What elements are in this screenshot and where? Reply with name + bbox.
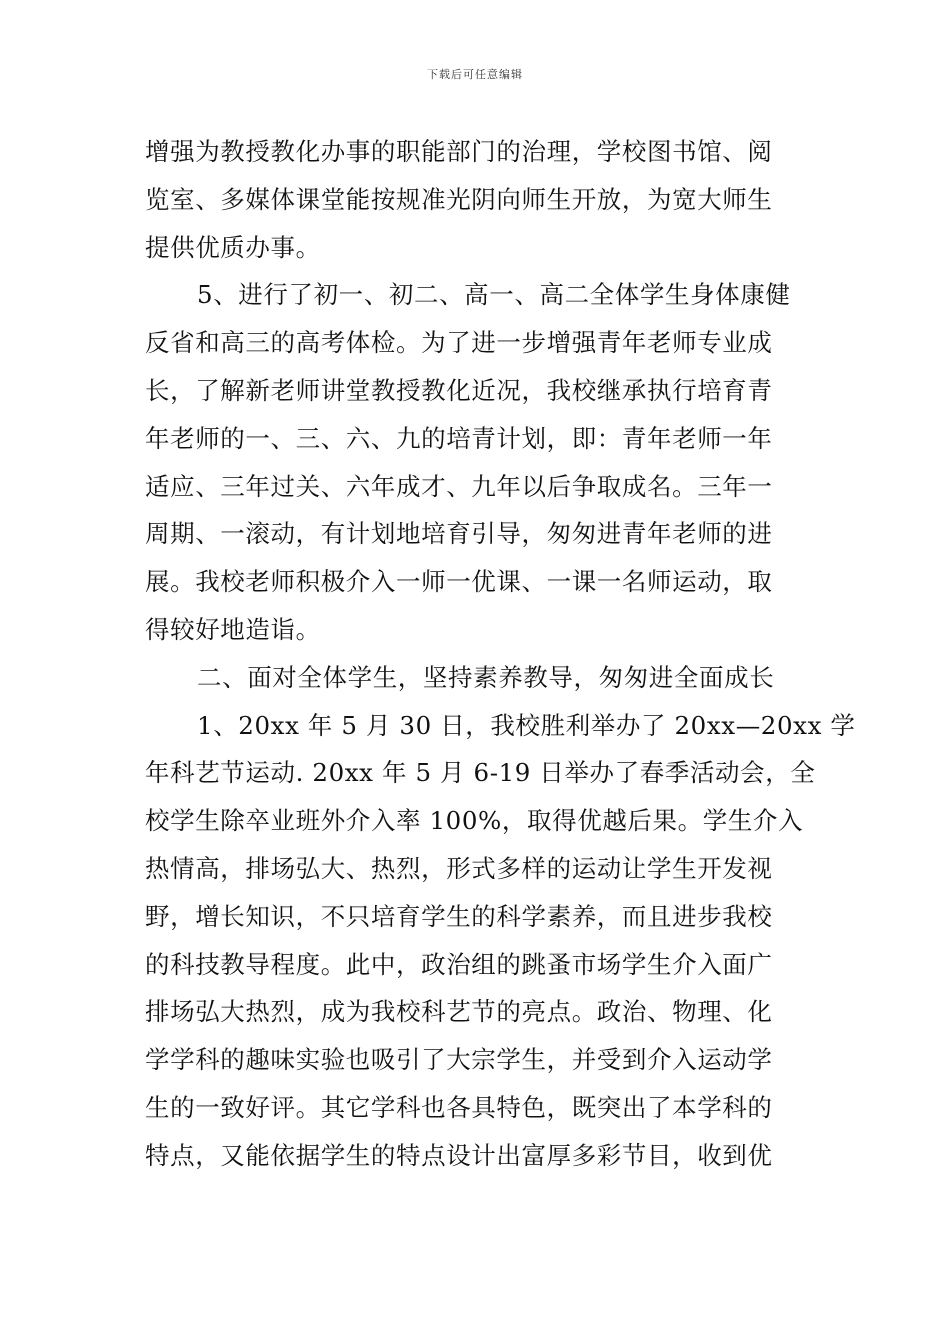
text-line: 排场弘大热烈，成为我校科艺节的亮点。政治、物理、化 [145,997,773,1027]
text-line: 校学生除卒业班外介入率 100%，取得优越后果。学生介入 [145,806,804,836]
text-line: 热情高，排场弘大、热烈，形式多样的运动让学生开发视 [145,853,773,883]
text-line: 野，增长知识，不只培育学生的科学素养，而且进步我校 [145,901,773,931]
text-line: 年老师的一、三、六、九的培青计划，即：青年老师一年 [145,423,773,453]
text-line: 提供优质办事。 [145,232,321,262]
text-line: 生的一致好评。其它学科也各具特色，既突出了本学科的 [145,1092,773,1122]
text-line: 长，了解新老师讲堂教授教化近况，我校继承执行培育青 [145,375,773,405]
text-line: 览室、多媒体课堂能按规准光阴向师生开放，为宽大师生 [145,184,773,214]
text-line: 适应、三年过关、六年成才、九年以后争取成名。三年一 [145,471,773,501]
text-line: 增强为教授教化办事的职能部门的治理，学校图书馆、阅 [145,137,773,166]
paragraph-start-line: 5、进行了初一、初二、高一、高二全体学生身体康健 [197,280,791,310]
text-line: 展。我校老师积极介入一师一优课、一课一名师运动，取 [145,567,773,597]
paragraph-start-line: 1、20xx 年 5 月 30 日，我校胜利举办了 20xx—20xx 学 [197,710,856,740]
text-line: 的科技教导程度。此中，政治组的跳蚤市场学生介入面广 [145,949,773,979]
text-line: 得较好地造诣。 [145,614,321,644]
page-header: 下载后可任意编辑 [427,68,523,81]
text-line: 年科艺节运动. 20xx 年 5 月 6-19 日举办了春季活动会，全 [145,758,816,788]
text-line: 反省和高三的高考体检。为了进一步增强青年老师专业成 [145,328,773,358]
text-line: 学学科的趣味实验也吸引了大宗学生，并受到介入运动学 [145,1045,773,1075]
document-body [145,128,856,1180]
section-heading: 二、面对全体学生，坚持素养教导，匆匆进全面成长 [197,662,775,692]
text-line: 特点，又能依据学生的特点设计出富厚多彩节目，收到优 [145,1140,773,1170]
text-line: 周期、一滚动，有计划地培育引导，匆匆进青年老师的进 [145,519,773,549]
